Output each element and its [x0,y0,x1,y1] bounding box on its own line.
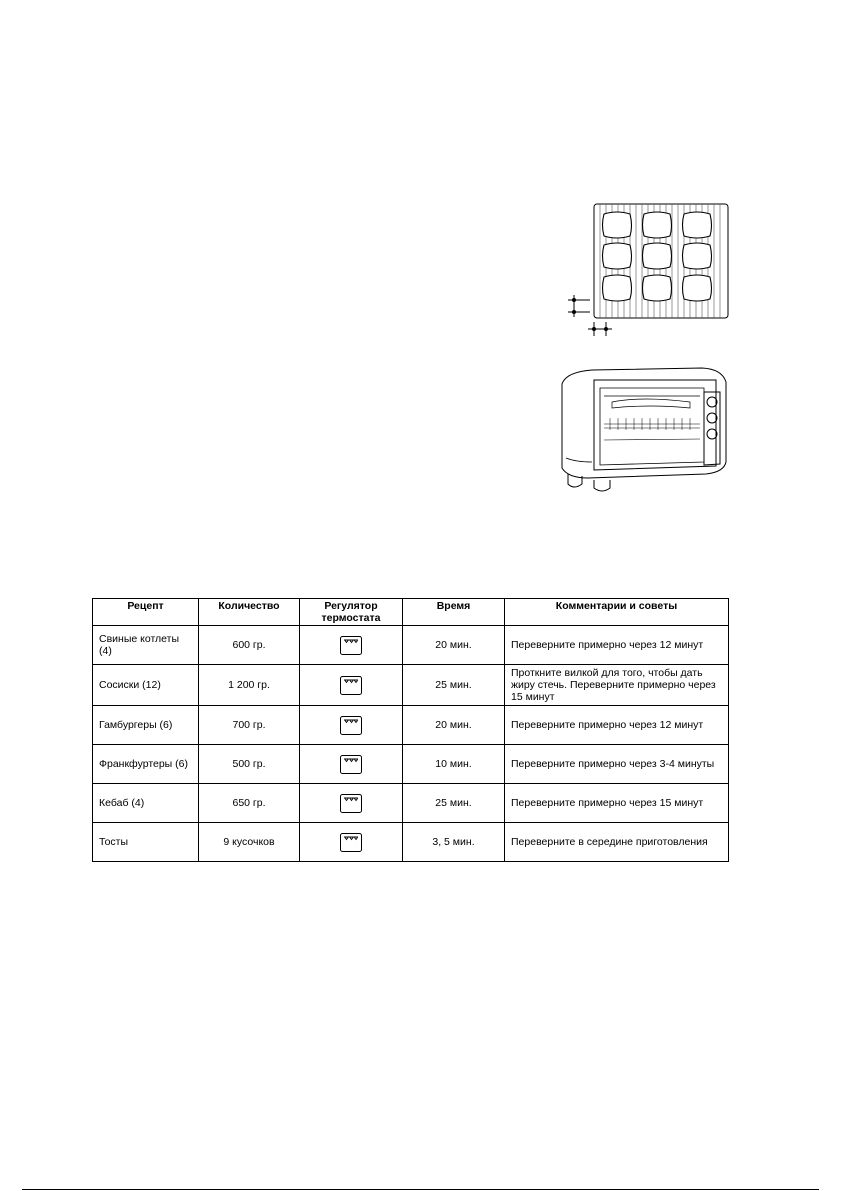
header-time: Время [403,599,505,626]
quantity-cell: 9 кусочков [199,823,300,862]
quantity-cell: 650 гр. [199,784,300,823]
time-cell: 25 мин. [403,784,505,823]
thermostat-cell [300,745,403,784]
table-row [93,665,729,706]
recipe-cell: Кебаб (4) [93,784,199,823]
comment-cell: Переверните примерно через 15 минут [505,784,729,823]
oven-top-heat-icon [340,833,362,852]
thermostat-cell [300,784,403,823]
recipe-cell: Гамбургеры (6) [93,706,199,745]
quantity-cell: 500 гр. [199,745,300,784]
oven-top-heat-icon [340,794,362,813]
page-bottom-rule [22,1189,819,1190]
recipe-cell: Сосиски (12) [93,665,199,706]
time-cell: 20 мин. [403,706,505,745]
comment-cell: Переверните примерно через 12 минут [505,626,729,665]
thermostat-cell [300,665,403,706]
header-comments: Комментарии и советы [505,599,729,626]
header-recipe: Рецепт [93,599,199,626]
table-row [93,626,729,665]
comment-cell: Переверните в середине приготовления [505,823,729,862]
thermostat-cell [300,706,403,745]
comment-cell: Переверните примерно через 12 минут [505,706,729,745]
header-quantity: Количество [199,599,300,626]
recipe-cell: Тосты [93,823,199,862]
table-header-row [93,599,729,626]
time-cell: 3, 5 мин. [403,823,505,862]
quantity-cell: 1 200 гр. [199,665,300,706]
thermostat-cell [300,626,403,665]
quantity-cell: 600 гр. [199,626,300,665]
oven-top-heat-icon [340,676,362,695]
toaster-oven-illustration [554,362,734,494]
comment-cell: Проткните вилкой для того, чтобы дать жиру стечь. Переверните примерно через 15 минут [505,665,729,706]
recipe-cell: Франкфуртеры (6) [93,745,199,784]
table-row [93,823,729,862]
comment-cell: Переверните примерно через 3-4 минуты [505,745,729,784]
time-cell: 10 мин. [403,745,505,784]
oven-top-heat-icon [340,755,362,774]
table-row [93,706,729,745]
oven-top-heat-icon [340,716,362,735]
header-thermostat: Регулятор термостата [300,599,403,626]
table-row [93,784,729,823]
table-row [93,745,729,784]
thermostat-cell [300,823,403,862]
quantity-cell: 700 гр. [199,706,300,745]
time-cell: 20 мин. [403,626,505,665]
time-cell: 25 мин. [403,665,505,706]
recipe-cell: Свиные котлеты (4) [93,626,199,665]
oven-top-heat-icon [340,636,362,655]
recipe-table [92,598,729,862]
toast-rack-diagram [556,202,736,342]
